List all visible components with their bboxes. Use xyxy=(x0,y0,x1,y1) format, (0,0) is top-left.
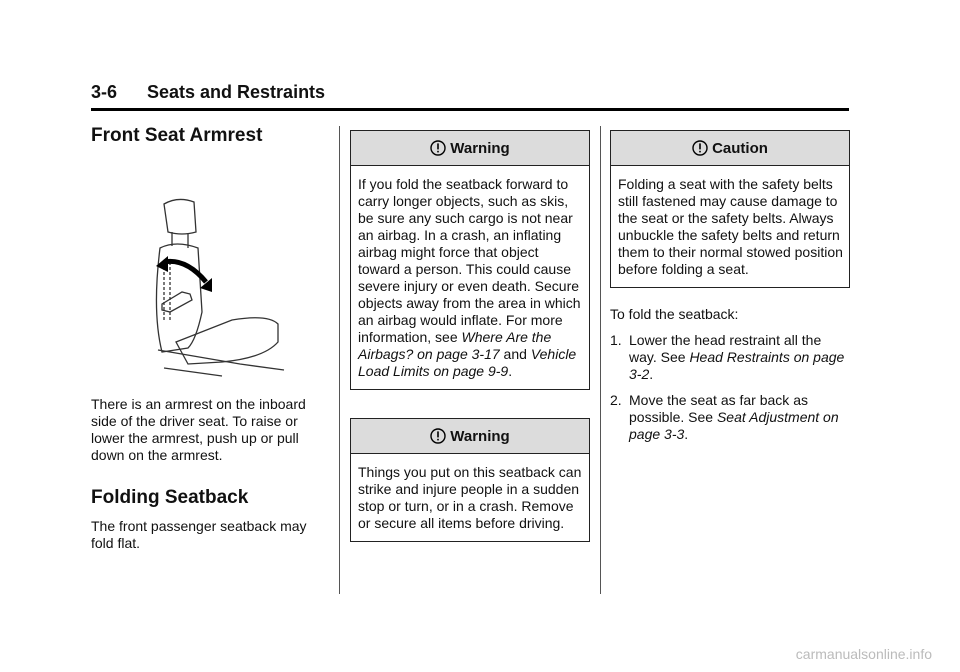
folding-seatback-heading: Folding Seatback xyxy=(91,487,249,508)
page-header xyxy=(91,80,849,111)
armrest-illustration xyxy=(136,192,286,382)
folding-seatback-description: The front passenger seatback may fold flat. xyxy=(91,518,307,551)
fold-intro: To fold the seatback: xyxy=(610,306,739,322)
armrest-heading: Front Seat Armrest xyxy=(91,125,263,146)
warning-box xyxy=(350,418,590,542)
section-title: Seats and Restraints xyxy=(147,82,326,102)
warning-label: Warning xyxy=(450,427,510,445)
page-number: 3-6 xyxy=(91,82,118,102)
column-right xyxy=(610,130,850,452)
caution-label: Caution xyxy=(712,139,768,157)
warning-icon xyxy=(430,140,446,156)
warning-icon xyxy=(430,428,446,444)
warning-box xyxy=(350,130,590,390)
armrest-shape xyxy=(162,292,192,312)
caution-header xyxy=(611,131,849,166)
list-item: 1. Lower the head restraint all the way. See Head Restraints on page 3-2. xyxy=(610,332,845,382)
warning-body: If you fold the seatback forward to carry longer objects, such as skis, be sure any such cargo is not near an airbag. In a crash, an inflating airbag might force that object toward a person. This could cause severe injury or even death. Secure objects away from the area in which an airbag would inflate. For more information, see Where Are the Airbags? on page 3-17 and Vehicle Load Limits on page 9-9. xyxy=(358,176,581,379)
fold-steps-list xyxy=(610,332,850,443)
airbags-reference-link[interactable]: Where Are the Airbags? on page 3-17 xyxy=(358,329,552,362)
head-restraint-shape xyxy=(164,199,196,234)
watermark: carmanualsonline.info xyxy=(795,646,932,662)
column-middle xyxy=(350,130,590,542)
armrest-description: There is an armrest on the inboard side of the driver seat. To raise or lower the armrest, push up or pull down on the armrest. xyxy=(91,396,306,463)
column-divider xyxy=(339,126,340,594)
seat-cushion-shape xyxy=(176,318,278,364)
seat-adjustment-reference-link[interactable]: Seat Adjustment on page 3-3 xyxy=(629,409,839,442)
load-limits-reference-link[interactable]: Vehicle Load Limits on page 9-9 xyxy=(358,346,577,379)
caution-icon xyxy=(692,140,708,156)
column-left xyxy=(91,124,326,552)
caution-body: Folding a seat with the safety belts still fastened may cause damage to the seat or the safety belts. Always unbuckle the safety belts and return them to their normal stowed position before folding a seat. xyxy=(618,176,843,277)
caution-box xyxy=(610,130,850,288)
warning-label: Warning xyxy=(450,139,510,157)
head-restraints-reference-link[interactable]: Head Restraints on page 3-2 xyxy=(629,349,845,382)
column-divider xyxy=(600,126,601,594)
warning-header xyxy=(351,419,589,454)
list-item: 2. Move the seat as far back as possible. See Seat Adjustment on page 3-3. xyxy=(610,392,839,442)
warning-body: Things you put on this seatback can strike and injure people in a sudden stop or turn, or in a crash. Remove or secure all items before driving. xyxy=(358,464,582,531)
warning-header xyxy=(351,131,589,166)
